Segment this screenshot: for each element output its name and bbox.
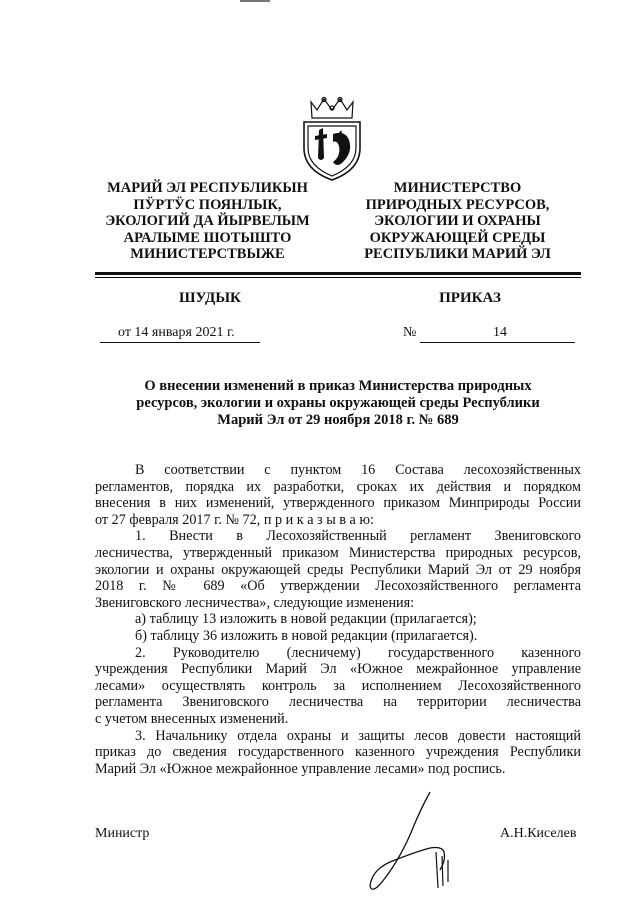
title-line: ресурсов, экологии и охраны окружающей среды Республики (136, 394, 540, 411)
body-line: 1. Внести в Лесохозяйственный регламент Звениговского (135, 528, 581, 545)
document-date: от 14 января 2021 г. (118, 325, 235, 340)
header-divider-thick (95, 272, 581, 275)
header-left-line: ЭКОЛОГИЙ ДА ЙЫРВЕЛЫМ (105, 213, 310, 229)
body-line: лесничества, утвержденный приказом Министерства природных ресурсов, (95, 544, 581, 561)
ministry-name-mari (100, 180, 315, 263)
body-line: приказ до сведения государственного казенного учреждения Республики (95, 744, 581, 761)
title-line: Марий Эл от 29 ноября 2018 г. № 689 (217, 411, 459, 428)
body-line: 2018 г. № 689 «Об утверждении Лесохозяйственного регламента (95, 578, 581, 595)
header-left-line: АРАЛЫМЕ ШОТЫШТО (123, 229, 292, 246)
title-line: О внесении изменений в приказ Министерства природных (144, 378, 532, 394)
coat-of-arms-icon (297, 96, 367, 182)
date-underline (100, 342, 260, 343)
body-line: экологии и охраны окружающей среды Республики Марий Эл от 29 ноября (95, 561, 581, 578)
body-line: лесами» осуществлять контроль за исполнением Лесохозяйственного (95, 677, 581, 694)
header-right-line: ОКРУЖАЮЩЕЙ СРЕДЫ (369, 229, 546, 246)
header-left-line: МАРИЙ ЭЛ РЕСПУБЛИКЫН (107, 180, 308, 196)
number-underline (420, 342, 575, 343)
number-sign: № (403, 325, 417, 340)
header-right-line: РЕСПУБЛИКИ МАРИЙ ЭЛ (364, 246, 551, 262)
signatory-name: А.Н.Киселев (500, 826, 577, 841)
header-right-line: ПРИРОДНЫХ РЕСУРСОВ, (365, 196, 550, 213)
body-line: учреждения Республики Марий Эл «Южное межрайонное управление (95, 661, 581, 678)
body-line: Звениговского лесничества», следующие изменения: (95, 594, 415, 611)
doc-type-russian: ПРИКАЗ (439, 290, 501, 306)
body-line: регламента Звениговского лесничества на территории лесничества (95, 694, 581, 711)
signatory-position: Министр (95, 826, 150, 841)
body-line: с учетом внесенных изменений. (95, 710, 289, 727)
body-line: В соответствии с пунктом 16 Состава лесохозяйственных (135, 462, 581, 478)
body-line: а) таблицу 13 изложить в новой редакции (прилагается); (135, 611, 477, 628)
body-line: Марий Эл «Южное межрайонное управление лесами» под роспись. (95, 760, 506, 777)
document-title (95, 378, 581, 428)
body-line: 3. Начальнику отдела охраны и защиты лесов довести настоящий (135, 727, 581, 744)
body-line: внесения в них изменений, утвержденного приказом Минприроды России (95, 495, 581, 512)
document-number: 14 (493, 325, 507, 340)
body-line: регламентов, порядка их разработки, сроках их действия и порядком (95, 478, 581, 495)
ministry-name-russian (350, 180, 565, 263)
body-line: б) таблицу 36 изложить в новой редакции (прилагается). (135, 627, 478, 644)
header-right-line: ЭКОЛОГИИ И ОХРАНЫ (374, 213, 541, 229)
handwritten-signature-icon (360, 790, 480, 900)
header-left-line: ПӰРТӰС ПОЯНЛЫК, (133, 196, 282, 213)
body-line: 2. Руководителю (лесничему) государственного казенного (135, 644, 581, 661)
header-right-line: МИНИСТЕРСТВО (393, 180, 522, 196)
doc-type-mari: ШУДЫК (179, 290, 241, 306)
scan-mark (240, 0, 270, 2)
header-divider-thin (95, 277, 581, 278)
body-line: от 27 февраля 2017 г. № 72, п р и к а з ы в а ю: (95, 511, 374, 528)
document-body (95, 462, 581, 777)
header-left-line: МИНИСТЕРСТВЫЖЕ (130, 246, 285, 262)
